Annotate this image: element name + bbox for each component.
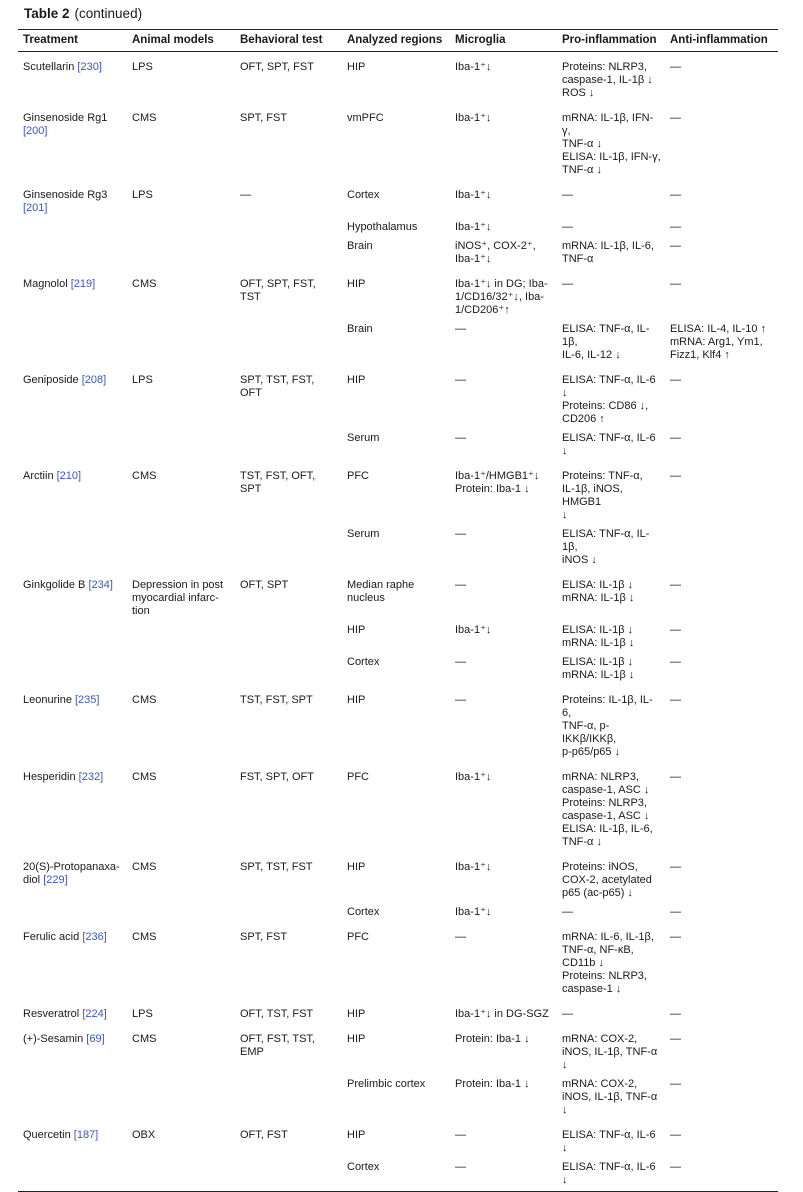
data-table — [18, 29, 778, 1192]
anti-inflammation-cell: — — [670, 61, 681, 73]
microglia-cell: — — [455, 694, 466, 706]
table-row — [18, 999, 778, 1024]
pro-inflammation-line: mRNA: COX-2, — [562, 1033, 638, 1045]
pro-inflammation-line: TNF-α ↓ — [562, 138, 602, 150]
table-row — [18, 1024, 778, 1075]
pro-inflammation-line: Proteins: TNF-α, — [562, 470, 643, 482]
microglia-cell: Protein: Iba-1 ↓ — [455, 1078, 530, 1090]
behavioral-test-cell — [235, 1075, 342, 1120]
anti-inflammation-cell: — — [670, 1008, 681, 1020]
table-row — [18, 461, 778, 525]
pro-inflammation-line: mRNA: IL-6, IL-1β, — [562, 931, 654, 943]
behavioral-test-cell: OFT, FST, TST, EMP — [240, 1033, 315, 1058]
pro-inflammation-cell — [557, 320, 665, 365]
animal-model-cell — [127, 1075, 235, 1120]
treatment-cell — [18, 852, 127, 903]
pro-inflammation-line: mRNA: NLRP3, — [562, 771, 640, 783]
pro-inflammation-line: COX-2, acetylated — [562, 874, 652, 886]
pro-inflammation-line: mRNA: COX-2, — [562, 1078, 638, 1090]
pro-inflammation-line: Proteins: CD86 ↓, — [562, 400, 649, 412]
treatment-name: Scutellarin — [23, 61, 75, 73]
treatment-name: Ginsenoside Rg1 — [23, 112, 108, 124]
treatment-cell — [18, 762, 127, 852]
table-row — [18, 429, 778, 461]
pro-inflammation-cell — [557, 525, 665, 570]
pro-inflammation-line: ELISA: IL-1β ↓ — [562, 624, 634, 636]
pro-inflammation-line: ROS ↓ — [562, 87, 595, 99]
pro-inflammation-line: mRNA: IL-1β ↓ — [562, 592, 635, 604]
column-header: Behavioral test — [235, 30, 342, 52]
treatment-cell — [18, 180, 127, 218]
anti-inflammation-cell: — — [670, 432, 681, 444]
pro-inflammation-line: ELISA: TNF-α, IL-6 ↓ — [562, 1161, 656, 1186]
table-row — [18, 922, 778, 999]
animal-model-cell — [127, 525, 235, 570]
pro-inflammation-line: iNOS ↓ — [562, 554, 597, 566]
treatment-cell — [18, 525, 127, 570]
microglia-cell: iNOS⁺, COX-2⁺, Iba-1⁺↓ — [455, 240, 536, 265]
treatment-name: (+)-Sesamin — [23, 1033, 84, 1045]
animal-model-cell — [127, 653, 235, 685]
region-cell: HIP — [347, 861, 366, 873]
pro-inflammation-line: caspase-1, ASC ↓ — [562, 784, 650, 796]
pro-inflammation-cell — [557, 1075, 665, 1120]
table-row — [18, 365, 778, 429]
treatment-cell — [18, 269, 127, 320]
column-header: Animal models — [127, 30, 235, 52]
animal-model-cell: LPS — [132, 189, 153, 201]
table-row — [18, 1120, 778, 1158]
pro-inflammation-cell — [557, 1158, 665, 1192]
pro-inflammation-line: ELISA: IL-1β, IFN-γ, — [562, 151, 661, 163]
pro-inflammation-line: p-p65/p65 ↓ — [562, 746, 621, 758]
region-cell: Cortex — [347, 906, 380, 918]
microglia-cell: Iba-1⁺↓ in DG-SGZ — [455, 1008, 549, 1020]
microglia-cell: — — [455, 432, 466, 444]
pro-inflammation-line: — — [562, 1008, 573, 1020]
pro-inflammation-line: mRNA: IL-1β, IFN-γ, — [562, 112, 654, 137]
table-row — [18, 525, 778, 570]
table-row — [18, 570, 778, 621]
pro-inflammation-line: Proteins: NLRP3, — [562, 797, 647, 809]
microglia-cell: — — [455, 579, 466, 591]
pro-inflammation-line: — — [562, 221, 573, 233]
microglia-cell: — — [450, 1158, 557, 1192]
pro-inflammation-cell — [557, 218, 665, 237]
region-cell: PFC — [347, 771, 369, 783]
region-cell: HIP — [347, 1129, 366, 1141]
region-cell: HIP — [347, 374, 366, 386]
treatment-name: Hesperidin — [23, 771, 76, 783]
pro-inflammation-cell — [557, 1024, 665, 1075]
header-row — [18, 30, 778, 52]
pro-inflammation-line: ELISA: TNF-α, IL-1β, — [562, 528, 650, 553]
treatment-cell — [18, 103, 127, 180]
animal-model-cell — [127, 237, 235, 269]
region-cell: Cortex — [342, 1158, 450, 1192]
microglia-cell: — — [455, 528, 466, 540]
behavioral-test-cell: — — [240, 189, 251, 201]
behavioral-test-cell: TST, FST, OFT, SPT — [240, 470, 316, 495]
treatment-cell — [18, 570, 127, 621]
anti-inflammation-cell: — — [670, 221, 681, 233]
animal-model-cell: LPS — [132, 1008, 153, 1020]
pro-inflammation-line: ELISA: TNF-α, IL-6 ↓ — [562, 1129, 656, 1154]
pro-inflammation-cell — [557, 570, 665, 621]
behavioral-test-cell: FST, SPT, OFT — [240, 771, 314, 783]
animal-model-cell — [127, 1158, 235, 1192]
pro-inflammation-cell — [557, 621, 665, 653]
pro-inflammation-line: ELISA: IL-1β ↓ — [562, 579, 634, 591]
anti-inflammation-cell: — — [670, 771, 681, 783]
pro-inflammation-cell — [557, 653, 665, 685]
pro-inflammation-line: ELISA: IL-1β ↓ — [562, 656, 634, 668]
pro-inflammation-cell — [557, 52, 665, 104]
behavioral-test-cell: TST, FST, SPT — [240, 694, 313, 706]
pro-inflammation-cell — [557, 999, 665, 1024]
anti-inflammation-cell: — — [670, 624, 681, 636]
animal-model-cell: CMS — [132, 931, 157, 943]
treatment-name: Quercetin — [23, 1129, 71, 1141]
table-row — [18, 52, 778, 104]
behavioral-test-cell: SPT, FST — [240, 112, 288, 124]
pro-inflammation-line: mRNA: IL-1β ↓ — [562, 637, 635, 649]
microglia-cell: Protein: Iba-1 ↓ — [455, 1033, 530, 1045]
anti-inflammation-cell — [665, 525, 778, 570]
table-row — [18, 218, 778, 237]
pro-inflammation-cell — [557, 429, 665, 461]
treatment-cell — [18, 1120, 127, 1158]
pro-inflammation-cell — [557, 461, 665, 525]
reference-link[interactable]: [200] — [23, 125, 48, 137]
pro-inflammation-line: IL-6, IL-12 ↓ — [562, 349, 621, 361]
reference-link[interactable]: [236] — [82, 931, 107, 943]
table-row — [18, 903, 778, 922]
behavioral-test-cell — [235, 653, 342, 685]
animal-model-cell: CMS — [132, 1033, 157, 1045]
pro-inflammation-line: TNF-α — [562, 253, 594, 265]
treatment-name: 20(S)-Protopanaxa-diol — [23, 861, 120, 886]
pro-inflammation-line: Proteins: iNOS, — [562, 861, 638, 873]
pro-inflammation-line: caspase-1, ASC ↓ — [562, 810, 650, 822]
animal-model-cell: LPS — [132, 61, 153, 73]
table-row — [18, 653, 778, 685]
table-number: Table 2 — [24, 6, 70, 21]
pro-inflammation-line: caspase-1 ↓ — [562, 983, 622, 995]
treatment-cell — [18, 365, 127, 429]
pro-inflammation-line: — — [562, 189, 573, 201]
pro-inflammation-cell — [557, 762, 665, 852]
pro-inflammation-line: ELISA: TNF-α, IL-6 ↓ — [562, 432, 656, 457]
reference-link[interactable]: [234] — [88, 579, 113, 591]
region-cell: HIP — [347, 61, 366, 73]
reference-link[interactable]: [230] — [77, 61, 102, 73]
microglia-cell: Iba-1⁺↓ — [455, 189, 492, 201]
treatment-name: Resveratrol — [23, 1008, 80, 1020]
behavioral-test-cell — [235, 218, 342, 237]
region-cell: HIP — [347, 694, 366, 706]
treatment-cell — [18, 1075, 127, 1120]
anti-inflammation-cell: — — [670, 112, 681, 124]
microglia-cell: Iba-1⁺↓ — [455, 221, 492, 233]
pro-inflammation-cell — [557, 1120, 665, 1158]
column-header: Anti-inflammation — [665, 30, 778, 52]
behavioral-test-cell — [235, 621, 342, 653]
behavioral-test-cell: OFT, TST, FST — [240, 1008, 314, 1020]
animal-model-cell — [127, 218, 235, 237]
microglia-cell: Iba-1⁺↓ — [455, 624, 492, 636]
pro-inflammation-line: mRNA: IL-1β ↓ — [562, 669, 635, 681]
pro-inflammation-line: — — [562, 906, 573, 918]
anti-inflammation-cell: — — [670, 656, 681, 668]
treatment-cell — [18, 903, 127, 922]
table-row — [18, 180, 778, 218]
microglia-cell: Iba-1⁺↓ — [455, 906, 492, 918]
pro-inflammation-line: ELISA: TNF-α, IL-1β, — [562, 323, 650, 348]
treatment-cell — [18, 621, 127, 653]
behavioral-test-cell: SPT, TST, FST — [240, 861, 313, 873]
reference-link[interactable]: [224] — [82, 1008, 107, 1020]
column-header: Pro-inflammation — [557, 30, 665, 52]
pro-inflammation-line: mRNA: IL-1β, IL-6, — [562, 240, 654, 252]
microglia-cell: Iba-1⁺↓ in DG; Iba-1/CD16/32⁺↓, Iba-1/CD206⁺↑ — [455, 278, 548, 316]
pro-inflammation-line: p65 (ac-p65) ↓ — [562, 887, 633, 899]
treatment-name: Ferulic acid — [23, 931, 80, 943]
region-cell: Median raphe nucleus — [347, 579, 415, 604]
pro-inflammation-line: TNF-α ↓ — [562, 164, 602, 176]
pro-inflammation-line: Proteins: NLRP3, — [562, 970, 647, 982]
treatment-name: Ginkgolide B — [23, 579, 86, 591]
pro-inflammation-line: Proteins: IL-1β, IL-6, — [562, 694, 653, 719]
pro-inflammation-line: ↓ — [562, 509, 568, 521]
reference-link[interactable]: [201] — [23, 202, 48, 214]
reference-link[interactable]: [229] — [43, 874, 68, 886]
animal-model-cell: CMS — [132, 112, 157, 124]
pro-inflammation-cell — [557, 922, 665, 999]
region-cell: Brain — [347, 240, 373, 252]
microglia-cell: — — [455, 1129, 466, 1141]
region-cell: Prelimbic cortex — [347, 1078, 426, 1090]
microglia-cell: Iba-1⁺↓ — [455, 771, 492, 783]
treatment-cell — [18, 922, 127, 999]
microglia-cell: Iba-1⁺↓ — [455, 861, 492, 873]
pro-inflammation-cell — [557, 180, 665, 218]
reference-link[interactable]: [210] — [56, 470, 82, 482]
pro-inflammation-line: TNF-α, p-IKKβ/IKKβ, — [562, 720, 617, 745]
animal-model-cell — [127, 320, 235, 365]
animal-model-cell: Depression in post myocardial infarc-tion — [132, 579, 224, 617]
anti-inflammation-cell: — — [670, 189, 681, 201]
behavioral-test-cell: OFT, SPT — [240, 579, 289, 591]
reference-link[interactable]: [235] — [75, 694, 100, 706]
treatment-name: Ginsenoside Rg3 — [23, 189, 108, 201]
treatment-cell — [18, 1158, 127, 1192]
anti-inflammation-cell: — — [670, 240, 681, 252]
behavioral-test-cell — [235, 903, 342, 922]
table-row — [18, 762, 778, 852]
treatment-cell — [18, 461, 127, 525]
behavioral-test-cell — [235, 1158, 342, 1192]
animal-model-cell: OBX — [132, 1129, 156, 1141]
behavioral-test-cell: OFT, SPT, FST — [240, 61, 314, 73]
pro-inflammation-line: CD206 ↑ — [562, 413, 605, 425]
treatment-name: Geniposide — [23, 374, 79, 386]
pro-inflammation-cell — [557, 269, 665, 320]
column-header: Analyzed regions — [342, 30, 450, 52]
behavioral-test-cell: OFT, FST — [240, 1129, 288, 1141]
microglia-cell: — — [455, 656, 466, 668]
microglia-cell: — — [455, 931, 466, 943]
pro-inflammation-line: iNOS, IL-1β, TNF-α ↓ — [562, 1046, 658, 1071]
treatment-cell — [18, 1024, 127, 1075]
treatment-cell — [18, 218, 127, 237]
region-cell: HIP — [347, 1033, 366, 1045]
table-row — [18, 320, 778, 365]
table-row — [18, 685, 778, 762]
reference-link[interactable]: [187] — [73, 1129, 99, 1141]
column-header: Treatment — [18, 30, 127, 52]
pro-inflammation-line: iNOS, IL-1β, TNF-α ↓ — [562, 1091, 658, 1116]
anti-inflammation-cell: — — [670, 861, 681, 873]
region-cell: Serum — [347, 432, 380, 444]
microglia-cell: — — [455, 374, 466, 386]
pro-inflammation-line: caspase-1, IL-1β ↓ — [562, 74, 653, 86]
anti-inflammation-cell: ELISA: IL-4, IL-10 ↑ mRNA: Arg1, Ym1, Fizz1, Klf4 ↑ — [670, 323, 766, 361]
table-caption — [24, 6, 142, 22]
animal-model-cell: CMS — [132, 861, 157, 873]
pro-inflammation-cell — [557, 685, 665, 762]
anti-inflammation-cell: — — [665, 1158, 778, 1192]
region-cell: PFC — [347, 470, 369, 482]
behavioral-test-cell — [235, 429, 342, 461]
pro-inflammation-line: TNF-α ↓ — [562, 836, 602, 848]
treatment-cell — [18, 429, 127, 461]
pro-inflammation-line: TNF-α, NF-κB, — [562, 944, 634, 956]
animal-model-cell — [127, 621, 235, 653]
table-row — [18, 1158, 778, 1192]
behavioral-test-cell — [235, 525, 342, 570]
region-cell: HIP — [347, 1008, 366, 1020]
treatment-name: Leonurine — [23, 694, 72, 706]
region-cell: Hypothalamus — [347, 221, 418, 233]
animal-model-cell: CMS — [132, 771, 157, 783]
anti-inflammation-cell: — — [670, 931, 681, 943]
pro-inflammation-cell — [557, 237, 665, 269]
anti-inflammation-cell: — — [670, 278, 681, 290]
animal-model-cell: CMS — [132, 278, 157, 290]
treatment-cell — [18, 320, 127, 365]
table-continued: (continued) — [74, 6, 143, 21]
region-cell: PFC — [347, 931, 369, 943]
microglia-cell: Iba-1⁺/HMGB1⁺↓ Protein: Iba-1 ↓ — [455, 470, 540, 495]
behavioral-test-cell: OFT, SPT, FST, TST — [240, 278, 316, 303]
behavioral-test-cell — [235, 320, 342, 365]
table-row — [18, 852, 778, 903]
region-cell: Serum — [347, 528, 380, 540]
behavioral-test-cell: SPT, FST — [240, 931, 288, 943]
anti-inflammation-cell: — — [670, 906, 681, 918]
reference-link[interactable]: [232] — [78, 771, 104, 783]
pro-inflammation-cell — [557, 103, 665, 180]
reference-link[interactable]: [208] — [81, 374, 107, 386]
pro-inflammation-cell — [557, 365, 665, 429]
behavioral-test-cell: SPT, TST, FST, OFT — [240, 374, 315, 399]
anti-inflammation-cell: — — [670, 1078, 681, 1090]
treatment-cell — [18, 685, 127, 762]
animal-model-cell: CMS — [132, 694, 157, 706]
treatment-cell — [18, 999, 127, 1024]
region-cell: HIP — [347, 278, 366, 290]
column-header: Microglia — [450, 30, 557, 52]
treatment-name: Magnolol — [23, 278, 68, 290]
animal-model-cell — [127, 429, 235, 461]
anti-inflammation-cell: — — [670, 579, 681, 591]
treatment-cell — [18, 52, 127, 104]
animal-model-cell: CMS — [132, 470, 157, 482]
treatment-name: Arctiin — [23, 470, 54, 482]
treatment-cell — [18, 653, 127, 685]
region-cell: Cortex — [347, 656, 380, 668]
animal-model-cell — [127, 903, 235, 922]
region-cell: Brain — [347, 323, 373, 335]
pro-inflammation-cell — [557, 852, 665, 903]
table-row — [18, 621, 778, 653]
treatment-cell — [18, 237, 127, 269]
reference-link[interactable]: [219] — [70, 278, 96, 290]
table-row — [18, 1075, 778, 1120]
region-cell: vmPFC — [347, 112, 384, 124]
anti-inflammation-cell: — — [670, 694, 681, 706]
pro-inflammation-line: ELISA: TNF-α, IL-6 ↓ — [562, 374, 656, 399]
microglia-cell: Iba-1⁺↓ — [455, 112, 492, 124]
pro-inflammation-line: ELISA: IL-1β, IL-6, — [562, 823, 653, 835]
region-cell: Cortex — [347, 189, 380, 201]
pro-inflammation-line: Proteins: NLRP3, — [562, 61, 647, 73]
anti-inflammation-cell: — — [670, 374, 681, 386]
anti-inflammation-cell: — — [670, 1129, 681, 1141]
behavioral-test-cell — [235, 237, 342, 269]
table-body — [18, 52, 778, 1192]
anti-inflammation-cell: — — [670, 470, 681, 482]
microglia-cell: Iba-1⁺↓ — [455, 61, 492, 73]
anti-inflammation-cell: — — [670, 1033, 681, 1045]
pro-inflammation-line: IL-1β, iNOS, HMGB1 — [562, 483, 623, 508]
microglia-cell: — — [455, 323, 466, 335]
pro-inflammation-line: CD11b ↓ — [562, 957, 604, 969]
region-cell: HIP — [347, 624, 366, 636]
reference-link[interactable]: [69] — [86, 1033, 105, 1045]
animal-model-cell: LPS — [132, 374, 153, 386]
table-row — [18, 103, 778, 180]
pro-inflammation-cell — [557, 903, 665, 922]
pro-inflammation-line: — — [562, 278, 573, 290]
table-row — [18, 269, 778, 320]
table-row — [18, 237, 778, 269]
